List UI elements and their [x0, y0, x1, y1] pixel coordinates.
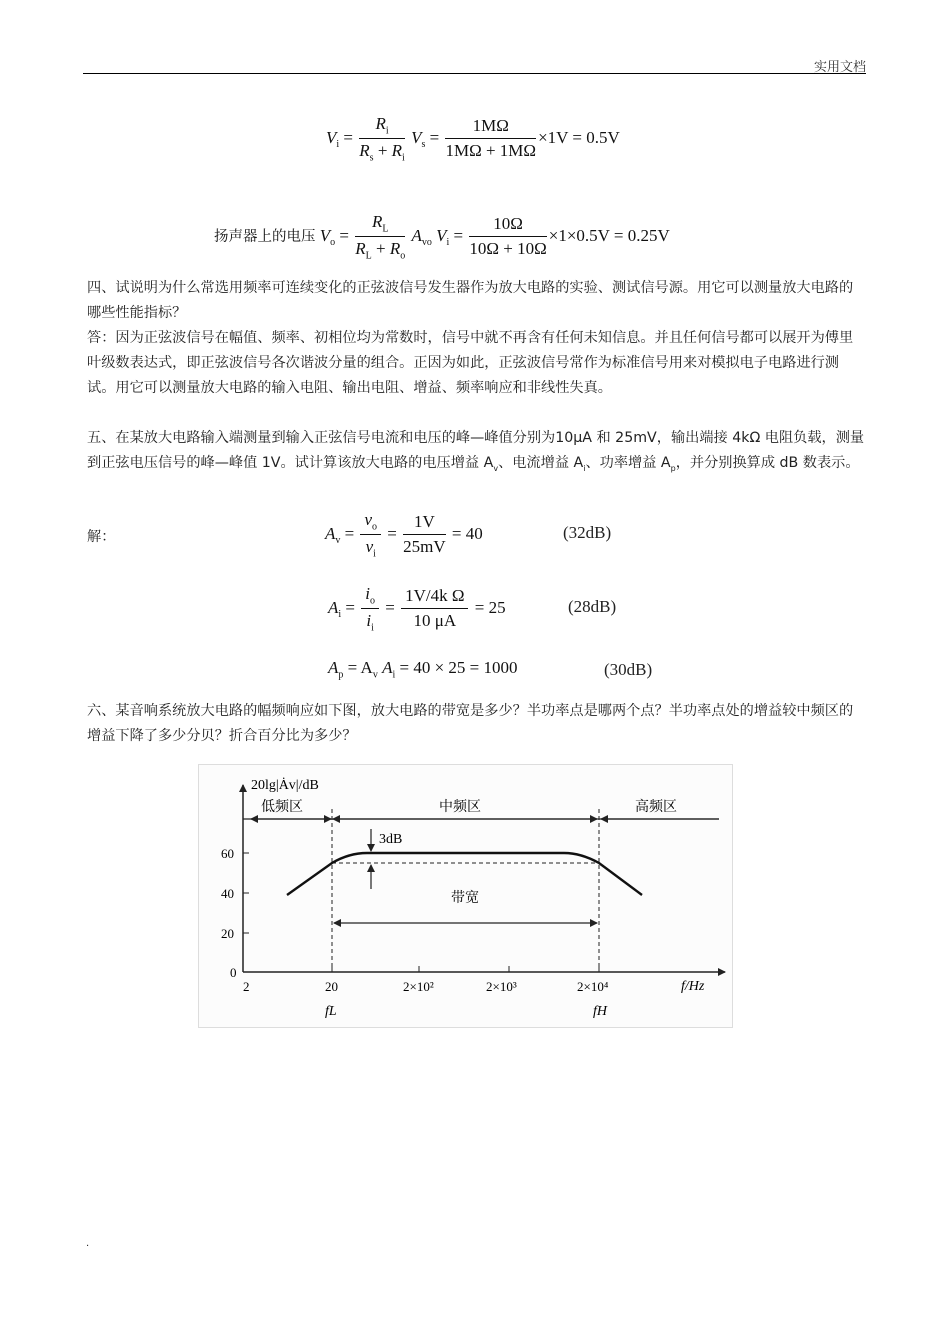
question-6	[87, 699, 867, 749]
frequency-response-figure	[198, 764, 733, 1028]
region-high: 高频区	[635, 800, 677, 815]
equation-ap: $A_p = A_v$ $A_i = 40 \times 25 = 1000$	[328, 658, 518, 681]
x-axis-label: f/Hz	[681, 979, 705, 994]
y-tick-20: 20	[221, 926, 234, 941]
ap-db: (30dB)	[604, 660, 653, 679]
equation-vi: $V_i$ = $\frac{R_i}{R_s + R_i}$ $V_s$ = $\frac{1M\Omega}{1M\Omega + 1M\Omega}$ ×1V = 0.5V	[326, 114, 620, 164]
y-tick-60: 60	[221, 846, 234, 861]
q4-question: 四、试说明为什么常选用频率可连续变化的正弦波信号发生器作为放大电路的实验、测试信号源。用它可以测量放大电路的哪些性能指标？	[87, 280, 854, 321]
x-tick-20000: 2×10⁴	[577, 979, 609, 994]
q4-answer: 答：因为正弦波信号在幅值、频率、初相位均为常数时，信号中就不再含有任何未知信息。并且任何信号都可以展开为傅里叶级数表达式，即正弦波信号各次谐波分量的组合。正因为如此，正弦波信号常作为标准信号用来对模拟电子电路进行测试。用它可以测量放大电路的输入电阻、输出电阻、增益、频率响应和非线性失真。	[87, 330, 854, 396]
fl-label: fL	[325, 1004, 337, 1019]
region-mid: 中频区	[439, 800, 481, 815]
q6-question: 六、某音响系统放大电路的幅频响应如下图，放大电路的带宽是多少？半功率点是哪两个点？半功率点处的增益较中频区的增益下降了多少分贝？折合百分比为多少？	[87, 703, 854, 744]
region-low: 低频区	[261, 800, 303, 815]
av-db: (32dB)	[563, 523, 612, 542]
question-5	[87, 426, 867, 481]
drop-label: 3dB	[379, 832, 403, 847]
equation-ai: $A_i$ = $\frac{i_o}{i_i}$ = $\frac{\text{1V/4k Ω}}{10 \mu A}$ = 25	[328, 584, 506, 634]
equation-vo: 扬声器上的电压 $V_o$ = $\frac{R_L}{R_L + R_o}$ $A_{vo}$ $V_i$ = $\frac{10\Omega}{10\Omega + 10\Omega}$ ×1×0.5V = 0.25V	[214, 212, 670, 262]
q5-question: 五、在某放大电路输入端测量到输入正弦信号电流和电压的峰—峰值分别为10μA 和 25mV，输出端接 4kΩ 电阻负载，测量到正弦电压信号的峰—峰值 1V。试计算该放大电路的电压增益 $A_v$、电流增益 $A_i$、功率增益 $A_p$，并分别换算成 dB 数表示。	[87, 430, 865, 473]
footer-mark: .	[86, 1238, 90, 1249]
x-tick-2: 2	[243, 979, 250, 994]
y-tick-0: 0	[230, 965, 237, 980]
x-tick-20: 20	[325, 979, 338, 994]
frequency-response-svg	[199, 765, 732, 1027]
y-tick-40: 40	[221, 886, 234, 901]
y-axis-label: 20lg|Ȧv|/dB	[251, 778, 319, 793]
question-4	[87, 276, 867, 401]
y-ticks	[221, 846, 249, 980]
x-ticks	[243, 966, 609, 1019]
page-header	[83, 57, 866, 74]
solution-label: 解：	[87, 529, 116, 545]
x-tick-200: 2×10²	[403, 979, 434, 994]
ai-db: (28dB)	[568, 597, 617, 616]
bandwidth-label: 带宽	[451, 891, 479, 906]
x-tick-2000: 2×10³	[486, 979, 517, 994]
fh-label: fH	[593, 1004, 607, 1019]
header-label: 实用文档	[813, 60, 866, 75]
response-curve	[287, 853, 642, 895]
equation-av: $A_v$ = $\frac{v_o}{v_i}$ = $\frac{1V}{25mV}$ = 40	[325, 510, 483, 560]
